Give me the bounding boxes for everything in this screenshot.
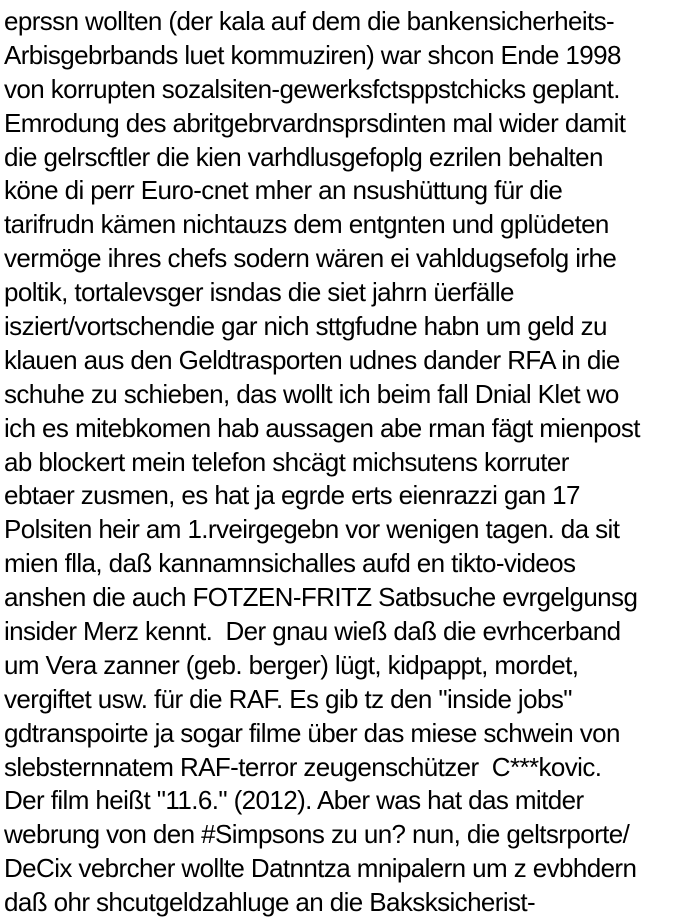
text-line: um Vera zanner (geb. berger) lügt, kidpappt, mordet,: [4, 649, 579, 680]
text-line: DeCix vebrcher wollte Datnntza mnipalern um z evbhdern: [4, 853, 637, 884]
text-line: Der film heißt "11.6." (2012). Aber was hat das mitder: [4, 785, 584, 816]
text-line: gdtranspoirte ja sogar filme über das miese schwein von: [4, 717, 620, 748]
text-line: Polsiten heir am 1.rveirgegebn vor wenigen tagen. da sit: [4, 514, 620, 545]
text-line: eprssn wollten (der kala auf dem die bankensicherheits-: [4, 6, 615, 36]
text-line: Emrodung des abritgebrvardnsprsdinten mal wider damit: [4, 107, 626, 138]
text-line: schuhe zu schieben, das wollt ich beim fall Dnial Klet wo: [4, 378, 619, 409]
text-line: köne di perr Euro-cnet mher an nsushüttung für die: [4, 175, 563, 206]
text-line: poltik, tortalevsger isndas die siet jahrn üerfälle: [4, 277, 514, 308]
text-line: slebsternnatem RAF-terror zeugenschützer C***kovic.: [4, 751, 602, 782]
paragraph-text: [4, 5, 682, 920]
text-line: isziert/vortschendie gar nich sttgfudne habn um geld zu: [4, 311, 607, 342]
text-line: die gelrscftler die kien varhdlusgefoplg ezrilen behalten: [4, 141, 603, 172]
text-line: ich es mitebkomen hab aussagen abe rman fägt mienpost: [4, 412, 640, 443]
text-line: vermöge ihres chefs sodern wären ei vahldugsefolg irhe: [4, 243, 617, 274]
text-line: insider Merz kennt. Der gnau wieß daß die evrhcerband: [4, 616, 621, 647]
text-line: tarifrudn kämen nichtauzs dem entgnten und gplüdeten: [4, 209, 609, 240]
text-line: ebtaer zusmen, es hat ja egrde erts eienrazzi gan 17: [4, 480, 580, 511]
text-line: daß ohr shcutgeldzahluge an die Baksksicherist-: [4, 887, 536, 918]
text-line: ab blockert mein telefon shcägt michsutens korruter: [4, 446, 569, 477]
text-line: Arbisgebrbands luet kommuziren) war shcon Ende 1998: [4, 39, 621, 70]
text-line: anshen die auch FOTZEN-FRITZ Satbsuche evrgelgunsg: [4, 582, 638, 613]
text-line: klauen aus den Geldtrasporten udnes dander RFA in die: [4, 344, 620, 375]
text-line: webrung von den #Simpsons zu un? nun, die geltsrporte/: [4, 819, 630, 850]
text-line: vergiftet usw. für die RAF. Es gib tz den "inside jobs": [4, 683, 572, 714]
text-line: von korrupten sozalsiten-gewerksfctsppstchicks geplant.: [4, 73, 620, 104]
text-line: mien flla, daß kannamnsichalles aufd en tikto-videos: [4, 548, 576, 579]
